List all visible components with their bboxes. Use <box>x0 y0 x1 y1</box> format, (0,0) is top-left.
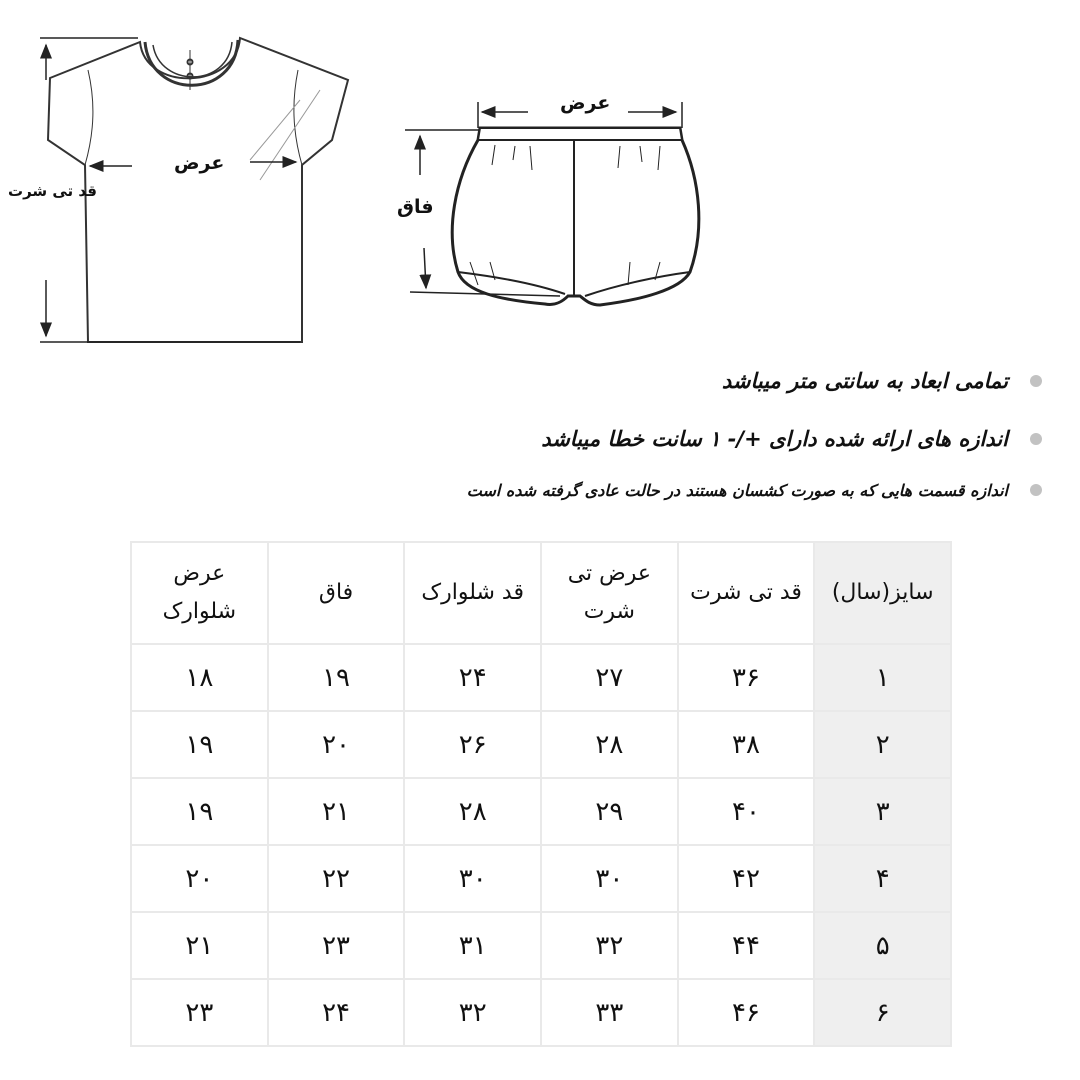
cell-shorts-leg: ۱۹ <box>268 644 405 711</box>
table-row <box>131 644 951 711</box>
cell-shorts-leg: ۲۱ <box>268 778 405 845</box>
cell-shirt-length: ۴۶ <box>678 979 815 1046</box>
header-shirt-length: قد تی شرت <box>678 542 815 644</box>
cell-shirt-length: ۴۲ <box>678 845 815 912</box>
cell-shorts-width: ۲۳ <box>131 979 268 1046</box>
header-shirt-width: عرض تی شرت <box>541 542 678 644</box>
table-row <box>131 778 951 845</box>
size-diagram <box>0 0 1080 360</box>
cell-shorts-leg: ۲۳ <box>268 912 405 979</box>
garment-drawings <box>0 0 1080 360</box>
note-item <box>42 474 1042 506</box>
cell-shirt-length: ۳۸ <box>678 711 815 778</box>
note-text: تمامی ابعاد به سانتی متر میباشد <box>721 369 1008 393</box>
note-text: اندازه های ارائه شده دارای +/- ۱ سانت خطا میباشد <box>541 427 1008 451</box>
bullet-icon <box>1030 433 1042 445</box>
cell-size: ۴ <box>814 845 951 912</box>
table-row <box>131 912 951 979</box>
bullet-icon <box>1030 484 1042 496</box>
cell-shirt-length: ۴۰ <box>678 778 815 845</box>
cell-shirt-length: ۳۶ <box>678 644 815 711</box>
cell-shirt-width: ۳۰ <box>541 845 678 912</box>
cell-shorts-width: ۲۱ <box>131 912 268 979</box>
cell-shirt-width: ۳۲ <box>541 912 678 979</box>
cell-shirt-width: ۲۸ <box>541 711 678 778</box>
cell-shirt-width: ۲۹ <box>541 778 678 845</box>
note-item <box>42 362 1042 400</box>
cell-shorts-leg: ۲۴ <box>268 979 405 1046</box>
cell-shorts-length: ۳۲ <box>404 979 541 1046</box>
shorts-leg-label: فاق <box>397 196 434 218</box>
cell-shorts-length: ۲۶ <box>404 711 541 778</box>
cell-shirt-width: ۳۳ <box>541 979 678 1046</box>
size-table <box>130 541 952 1047</box>
cell-shorts-width: ۲۰ <box>131 845 268 912</box>
cell-shirt-width: ۲۷ <box>541 644 678 711</box>
shorts-icon <box>452 128 699 305</box>
cell-shorts-width: ۱۸ <box>131 644 268 711</box>
header-shorts-length: قد شلوارک <box>404 542 541 644</box>
cell-shorts-length: ۳۱ <box>404 912 541 979</box>
bullet-icon <box>1030 375 1042 387</box>
cell-size: ۳ <box>814 778 951 845</box>
cell-shorts-length: ۲۴ <box>404 644 541 711</box>
cell-size: ۵ <box>814 912 951 979</box>
header-shorts-width: عرض شلوارک <box>131 542 268 644</box>
table-row <box>131 979 951 1046</box>
cell-size: ۱ <box>814 644 951 711</box>
header-size: سایز(سال) <box>814 542 951 644</box>
cell-shorts-length: ۲۸ <box>404 778 541 845</box>
shorts-width-label: عرض <box>560 92 611 114</box>
note-text: اندازه قسمت هایی که به صورت کشسان هستند در حالت عادی گرفته شده است <box>466 480 1008 500</box>
table-row <box>131 845 951 912</box>
tshirt-width-label: عرض <box>174 152 225 174</box>
size-table-container <box>130 541 952 1047</box>
notes-list <box>42 362 1042 506</box>
cell-shorts-leg: ۲۰ <box>268 711 405 778</box>
table-row <box>131 711 951 778</box>
cell-shorts-width: ۱۹ <box>131 711 268 778</box>
cell-shorts-length: ۳۰ <box>404 845 541 912</box>
tshirt-length-label: قد تی شرت <box>8 182 97 200</box>
cell-shirt-length: ۴۴ <box>678 912 815 979</box>
cell-shorts-leg: ۲۲ <box>268 845 405 912</box>
table-header-row <box>131 542 951 644</box>
note-item <box>42 420 1042 458</box>
header-shorts-leg: فاق <box>268 542 405 644</box>
cell-size: ۶ <box>814 979 951 1046</box>
cell-size: ۲ <box>814 711 951 778</box>
cell-shorts-width: ۱۹ <box>131 778 268 845</box>
